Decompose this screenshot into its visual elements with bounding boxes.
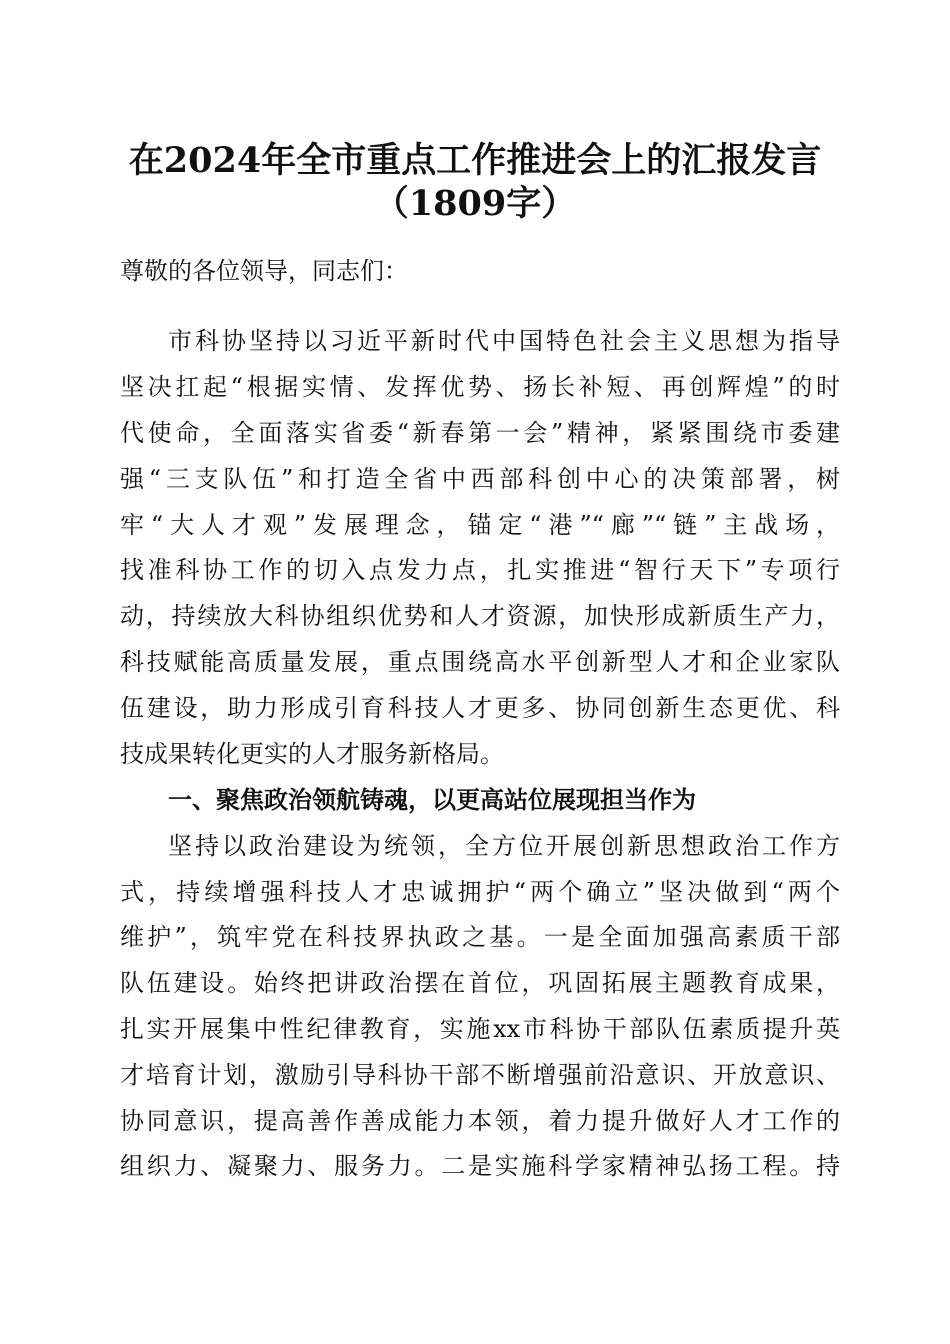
paragraph2-line: 才培育计划，激励引导科协干部不断增强前沿意识、开放意识、 [120, 1061, 840, 1089]
paragraph1-line: 坚决扛起“根据实情、发挥优势、扬长补短、再创辉煌”的时 [120, 373, 840, 401]
paragraph1-line: 代使命，全面落实省委“新春第一会”精神，紧紧围绕市委建 [120, 419, 840, 447]
paragraph1-line: 牢“大人才观”发展理念，锚定“港”“廊”“链”主战场， [120, 511, 840, 539]
paragraph1-line: 市科协坚持以习近平新时代中国特色社会主义思想为指导 [168, 327, 840, 355]
paragraph2-line: 协同意识，提高善作善成能力本领，着力提升做好人才工作的 [120, 1107, 840, 1135]
paragraph1-line: 科技赋能高质量发展，重点围绕高水平创新型人才和企业家队 [120, 648, 840, 676]
paragraph2-line: 组织力、凝聚力、服务力。二是实施科学家精神弘扬工程。持 [120, 1152, 840, 1180]
paragraph1-line: 伍建设，助力形成引育科技人才更多、协同创新生态更优、科 [120, 694, 840, 722]
paragraph1-line: 动，持续放大科协组织优势和人才资源，加快形成新质生产力， [120, 602, 840, 630]
salutation: 尊敬的各位领导，同志们： [120, 257, 408, 285]
document-subtitle-word-count: （1809字） [373, 183, 577, 224]
document-title: 在2024年全市重点工作推进会上的汇报发言 [128, 140, 822, 181]
section-heading-1: 一、聚焦政治领航铸魂，以更高站位展现担当作为 [168, 785, 696, 814]
paragraph2-line: 维护”，筑牢党在科技界执政之基。一是全面加强高素质干部 [120, 923, 840, 951]
paragraph2-line: 式，持续增强科技人才忠诚拥护“两个确立”坚决做到“两个 [120, 878, 840, 906]
paragraph1-line: 找准科协工作的切入点发力点，扎实推进“智行天下”专项行 [120, 556, 840, 584]
paragraph2-line: 坚持以政治建设为统领，全方位开展创新思想政治工作方 [168, 832, 840, 860]
paragraph1-line: 强“三支队伍”和打造全省中西部科创中心的决策部署，树 [120, 465, 840, 493]
paragraph2-line: 扎实开展集中性纪律教育，实施xx市科协干部队伍素质提升英 [120, 1015, 840, 1043]
paragraph2-line: 队伍建设。始终把讲政治摆在首位，巩固拓展主题教育成果， [120, 969, 840, 997]
paragraph1-line: 技成果转化更实的人才服务新格局。 [120, 740, 504, 768]
